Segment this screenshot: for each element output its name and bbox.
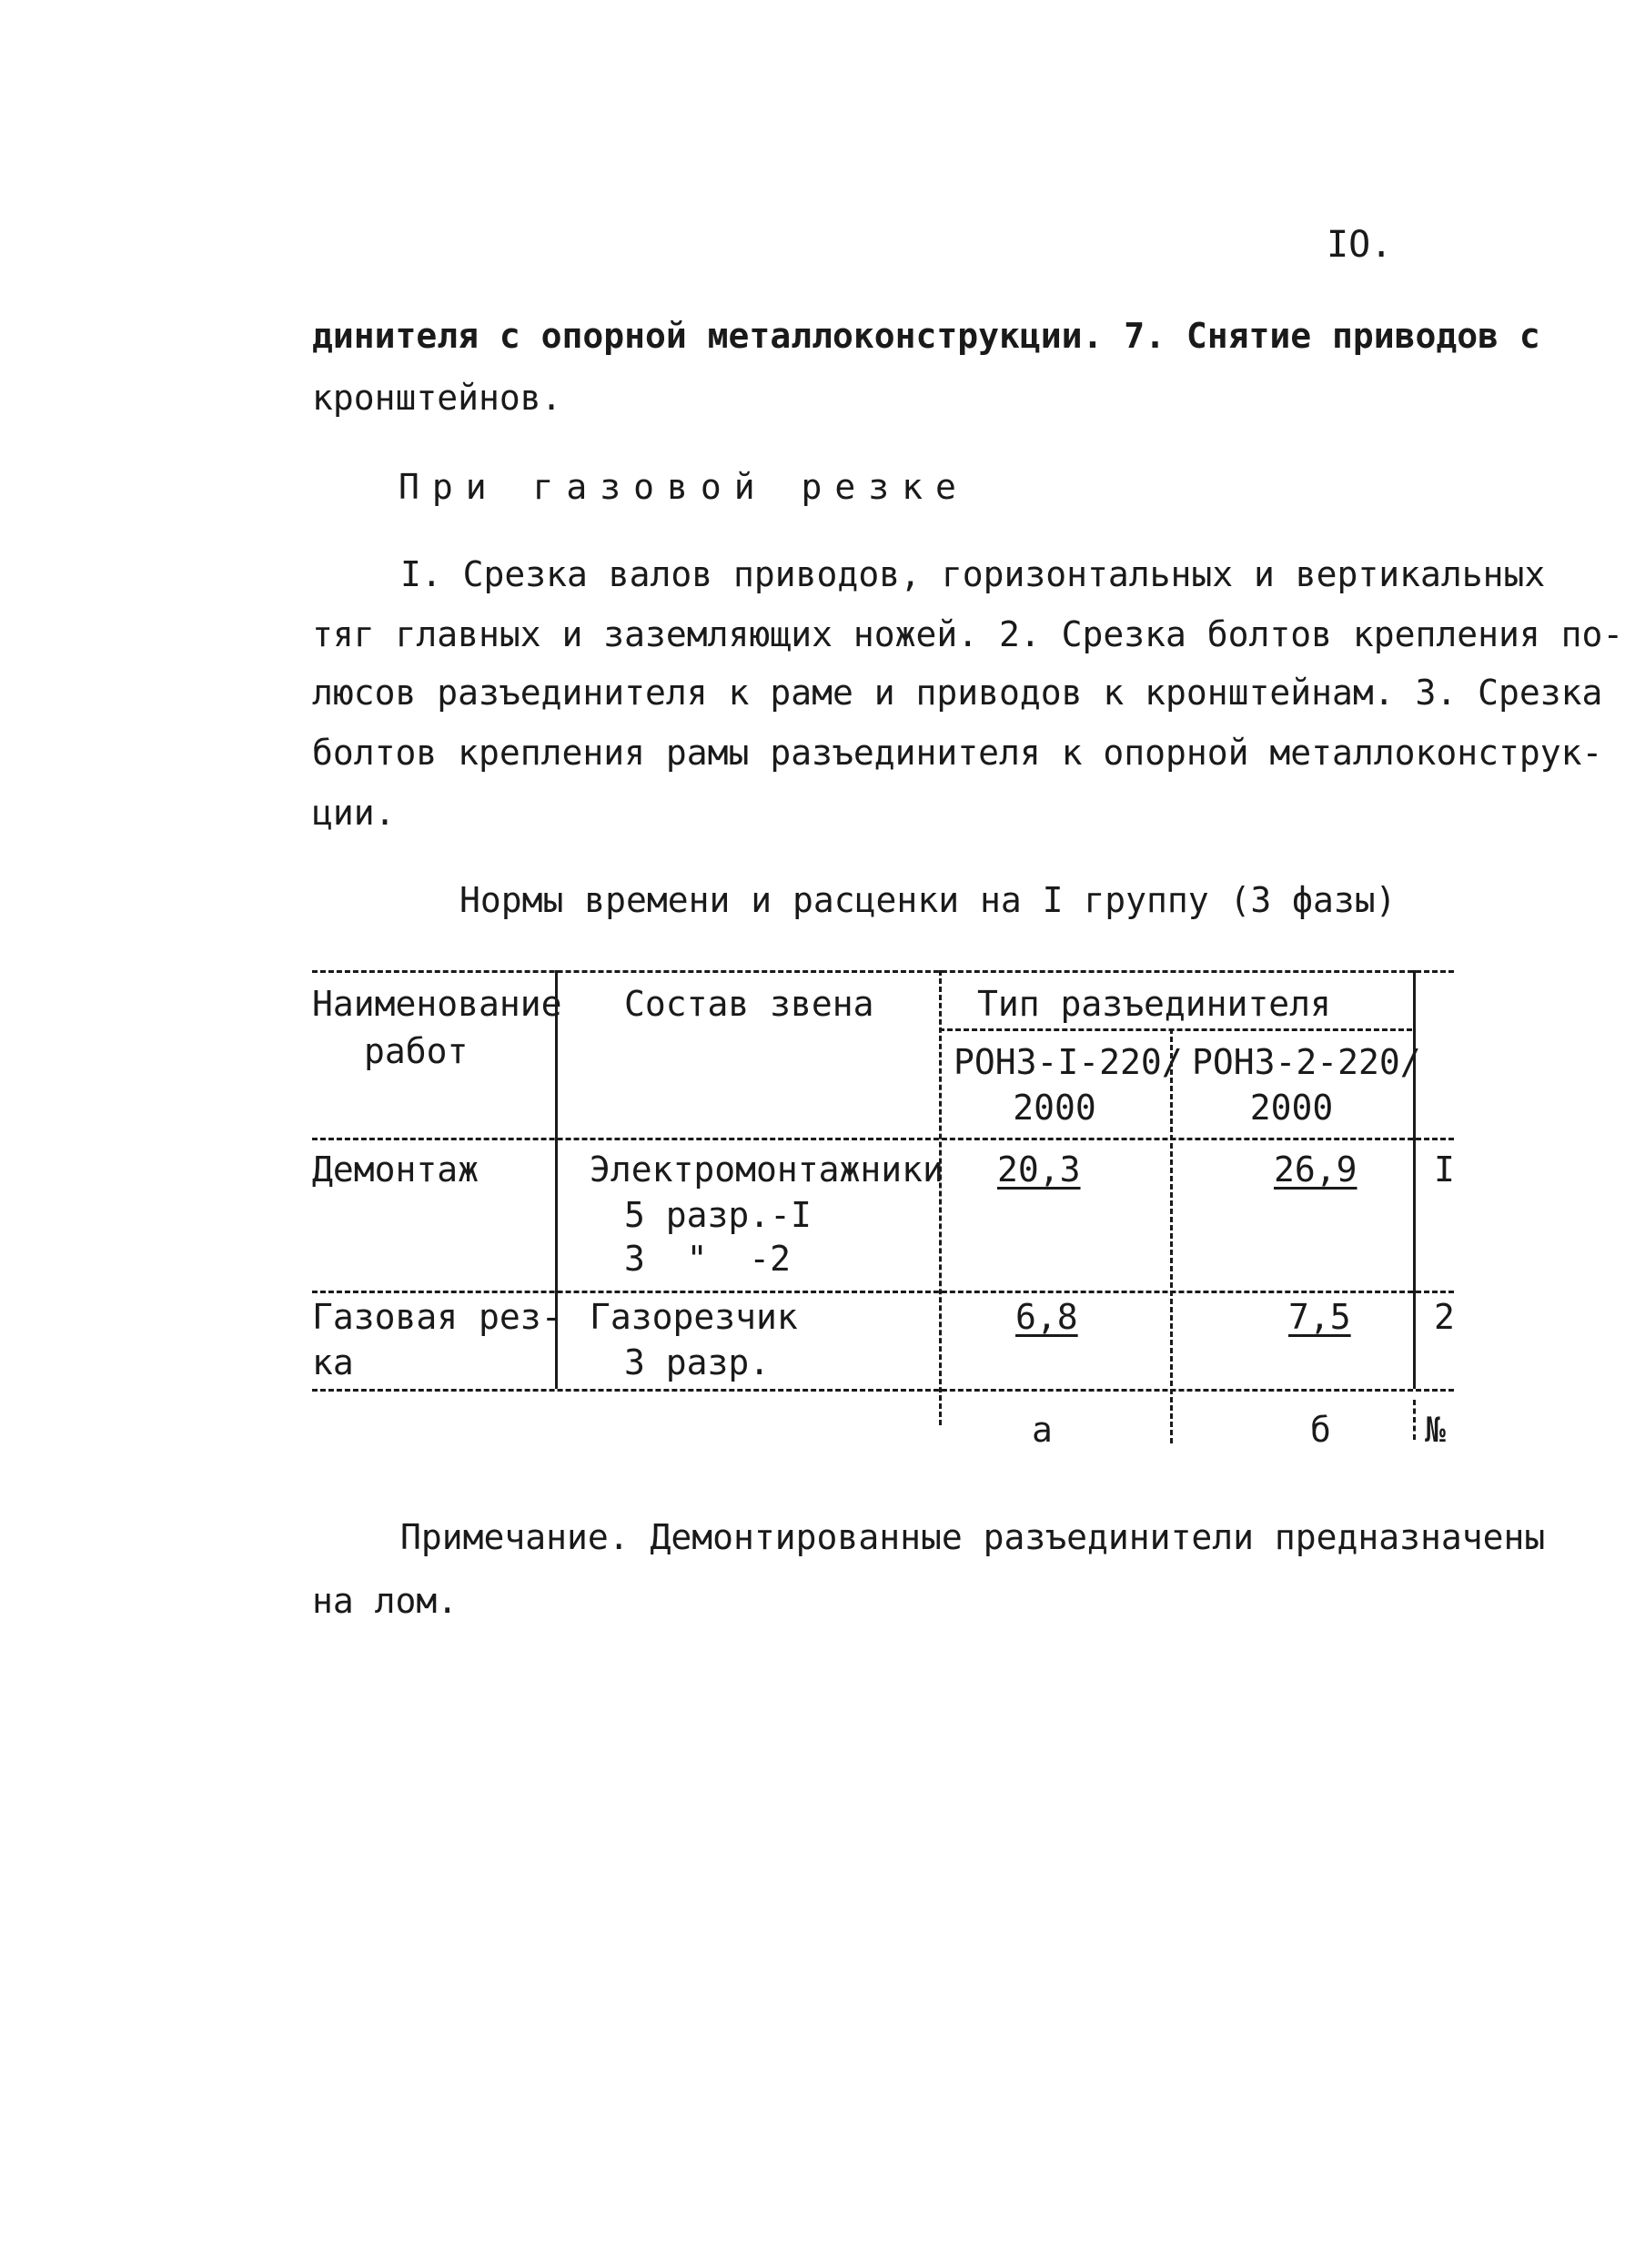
row-1-value-b: 26,9 — [1274, 1149, 1357, 1190]
paragraph-2-line-2: тяг главных и заземляющих ножей. 2. Срезка болтов крепления по- — [312, 614, 1624, 654]
paragraph-2-line-1: I. Срезка валов приводов, горизонтальных и вертикальных — [400, 554, 1546, 594]
row-1-work: Демонтаж — [312, 1149, 479, 1190]
header-work-line-2: работ — [364, 1031, 469, 1071]
note-line-2: на лом. — [312, 1581, 459, 1621]
row-1-crew-line-3: 3 " -2 — [624, 1239, 792, 1279]
table-top-border — [312, 970, 1454, 973]
row-2-number: 2 — [1434, 1297, 1455, 1337]
paragraph-2-line-5: ции. — [312, 793, 396, 833]
header-type-a-line-1: РОНЗ-I-220/ — [954, 1042, 1183, 1082]
table-caption: Нормы времени и расценки на I группу (3 фазы) — [459, 880, 1397, 920]
note-line-1: Примечание. Демонтированные разъединители предназначены — [400, 1517, 1546, 1557]
row-2-value-a: 6,8 — [1015, 1297, 1078, 1337]
paragraph-2-line-4: болтов крепления рамы разъединителя к опорной металлоконструк- — [312, 733, 1603, 773]
row-1-number: I — [1434, 1149, 1455, 1190]
header-type: Тип разъединителя — [977, 984, 1331, 1024]
header-type-a-line-2: 2000 — [1013, 1088, 1096, 1128]
row-1-value-a: 20,3 — [997, 1149, 1081, 1190]
row-2-crew-line-2: 3 разр. — [624, 1342, 771, 1382]
table-bottom-border — [312, 1389, 1454, 1392]
paragraph-2-line-3: люсов разъединителя к раме и приводов к кронштейнам. 3. Срезка — [312, 673, 1603, 713]
row-2-work-line-1: Газовая рез- — [312, 1297, 562, 1337]
header-work-line-1: Наименование — [312, 984, 562, 1024]
page-number: IO. — [1327, 224, 1393, 266]
footer-col-num: № — [1425, 1410, 1446, 1450]
row-1-crew-line-1: Электромонтажники — [590, 1149, 944, 1190]
row-2-work-line-2: ка — [312, 1342, 354, 1382]
row-1-crew-line-2: 5 разр.-I — [624, 1195, 812, 1235]
section-heading: При газовой резке — [399, 467, 969, 507]
header-type-b-line-2: 2000 — [1249, 1088, 1334, 1128]
footer-col-a: а — [1032, 1410, 1053, 1450]
row-2-value-b: 7,5 — [1288, 1297, 1351, 1337]
row-divider — [312, 1291, 1454, 1293]
footer-col-b: б — [1310, 1410, 1331, 1450]
type-header-divider — [939, 1028, 1412, 1031]
col-divider-4 — [1413, 970, 1416, 1389]
col-divider-4-footer — [1413, 1400, 1416, 1440]
header-type-b-line-1: РОНЗ-2-220/ — [1192, 1042, 1421, 1082]
paragraph-1-line-2: кронштейнов. — [312, 378, 562, 418]
col-divider-2 — [939, 970, 942, 1425]
header-crew: Состав звена — [624, 984, 874, 1024]
row-2-crew-line-1: Газорезчик — [590, 1297, 798, 1337]
header-bottom-border — [312, 1138, 1454, 1140]
paragraph-1-line-1: динителя с опорной металлоконструкции. 7. Снятие приводов с — [312, 316, 1540, 356]
